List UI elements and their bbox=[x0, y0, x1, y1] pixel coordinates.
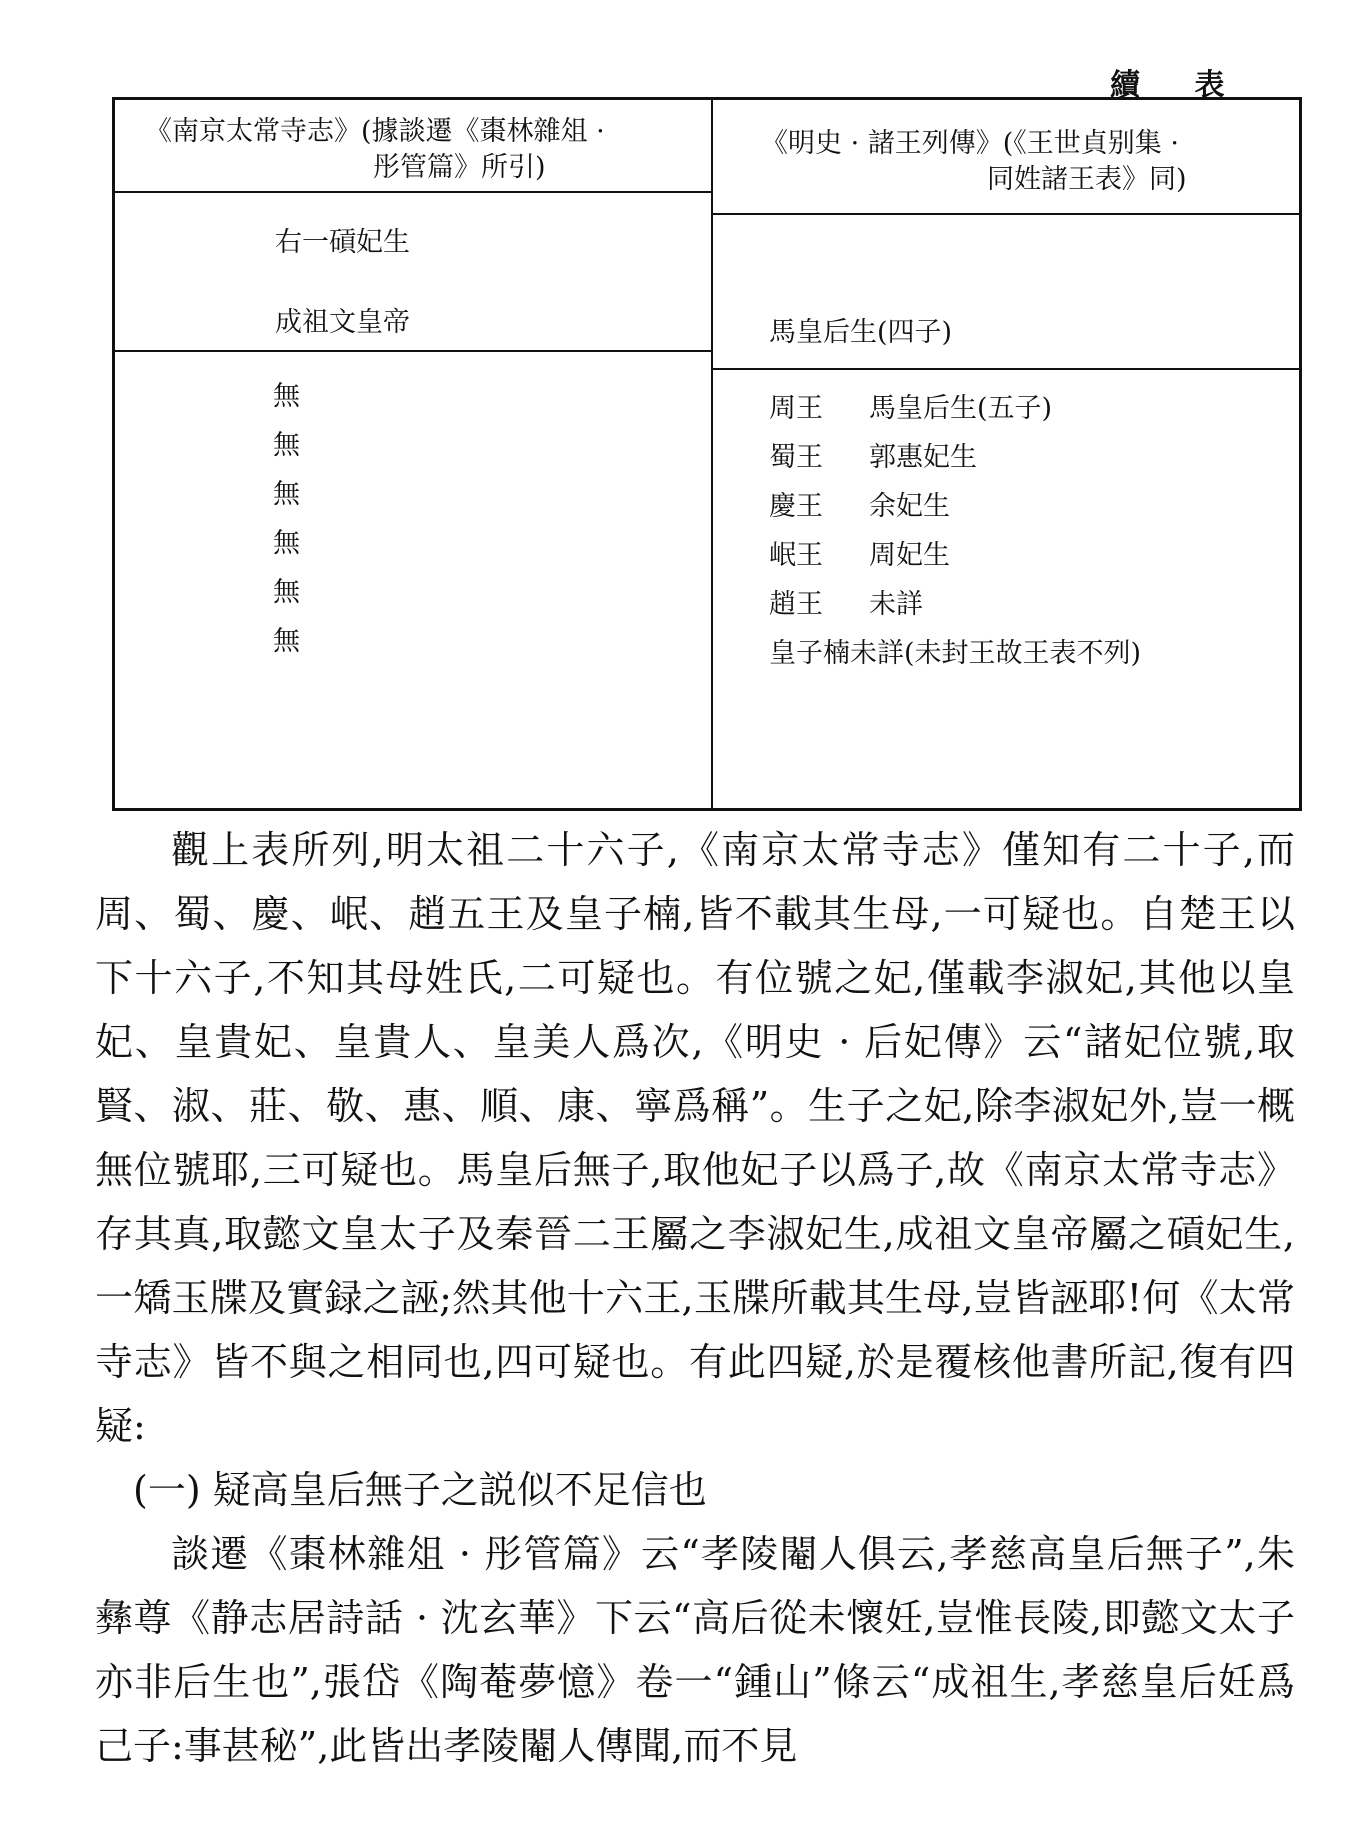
prince-mother: 余妃生 bbox=[869, 491, 950, 522]
paragraph-2: 談遷《棗林雜俎 · 彤管篇》云“孝陵閹人俱云,孝慈高皇后無子”,朱彝尊《静志居詩話 · 沈玄華》下云“高后從未懷妊,豈惟長陵,即懿文太子亦非后生也”,張岱《陶菴夢憶》卷一“鍾山”條云“成祖生,孝慈皇后妊爲己子:事甚秘”,此皆出孝陵閹人傳聞,而不見 bbox=[95, 1532, 1295, 1768]
prince-mother: 馬皇后生(五子) bbox=[869, 393, 1053, 424]
row1-right-mother: 馬皇后生(四子) bbox=[769, 317, 953, 348]
left-header-line2: 彤管篇》所引) bbox=[373, 152, 546, 183]
prince-mother: 郭惠妃生 bbox=[869, 442, 977, 473]
body-text bbox=[95, 818, 1295, 1778]
table-header-divider-right bbox=[711, 213, 1299, 215]
right-column-header bbox=[761, 126, 1187, 198]
paragraph-1: 觀上表所列,明太祖二十六子,《南京太常寺志》僅知有二十子,而周、蜀、慶、岷、趙五王及皇子楠,皆不載其生母,一可疑也。自楚王以下十六子,不知其母姓氏,二可疑也。有位號之妃,僅載李淑妃,其他以皇妃、皇貴妃、皇貴人、皇美人爲次,《明史 · 后妃傳》云“諸妃位號,取賢、淑、莊、敬、惠、順、康、寧爲稱”。生子之妃,除李淑妃外,豈一概無位號耶,三可疑也。馬皇后無子,取他妃子以爲子,故《南京太常寺志》存其真,取懿文皇太子及秦晉二王屬之李淑妃生,成祖文皇帝屬之碽妃生,一矯玉牒及實録之誣;然其他十六王,玉牒所載其生母,豈皆誣耶!何《太常寺志》皆不與之相同也,四可疑也。有此四疑,於是覆核他書所記,復有四疑: bbox=[95, 828, 1295, 1448]
row2-left-entry: 無 bbox=[273, 430, 300, 461]
prince-row bbox=[769, 582, 923, 621]
comparison-table bbox=[112, 97, 1302, 811]
right-header-line1: 《明史 · 諸王列傳》(《王世貞别集 · bbox=[761, 128, 1179, 159]
prince-name: 趙王 bbox=[769, 589, 823, 620]
row2-left-entry: 無 bbox=[273, 381, 300, 412]
right-header-line2: 同姓諸王表》同) bbox=[987, 164, 1187, 195]
left-header-line1: 《南京太常寺志》(據談遷《棗林雜俎 · bbox=[145, 116, 605, 147]
prince-name: 慶王 bbox=[769, 491, 823, 522]
row2-left-entry: 無 bbox=[273, 577, 300, 608]
row1-left-mother: 右一碽妃生 bbox=[275, 227, 410, 258]
prince-row bbox=[769, 533, 950, 572]
row2-left-entry: 無 bbox=[273, 479, 300, 510]
table-row-divider-left bbox=[115, 350, 711, 352]
prince-name: 岷王 bbox=[769, 540, 823, 571]
prince-name: 周王 bbox=[769, 393, 823, 424]
continued-table-label: 續 表 bbox=[1110, 68, 1247, 103]
prince-row bbox=[769, 484, 950, 523]
left-column-header bbox=[145, 114, 605, 186]
table-header-divider-left bbox=[115, 191, 711, 193]
prince-row bbox=[769, 435, 977, 474]
table-column-divider bbox=[711, 100, 713, 808]
row2-left-entry: 無 bbox=[273, 626, 300, 657]
prince-row bbox=[769, 386, 1052, 425]
prince-name: 蜀王 bbox=[769, 442, 823, 473]
prince-mother: 周妃生 bbox=[869, 540, 950, 571]
table-row-divider-right bbox=[711, 368, 1299, 370]
prince-mother: 未詳 bbox=[869, 589, 923, 620]
row2-left-entry: 無 bbox=[273, 528, 300, 559]
row1-left-emperor: 成祖文皇帝 bbox=[275, 307, 410, 338]
prince-row-last: 皇子楠未詳(未封王故王表不列) bbox=[769, 638, 1142, 669]
section-heading: (一) 疑高皇后無子之説似不足信也 bbox=[133, 1468, 707, 1512]
